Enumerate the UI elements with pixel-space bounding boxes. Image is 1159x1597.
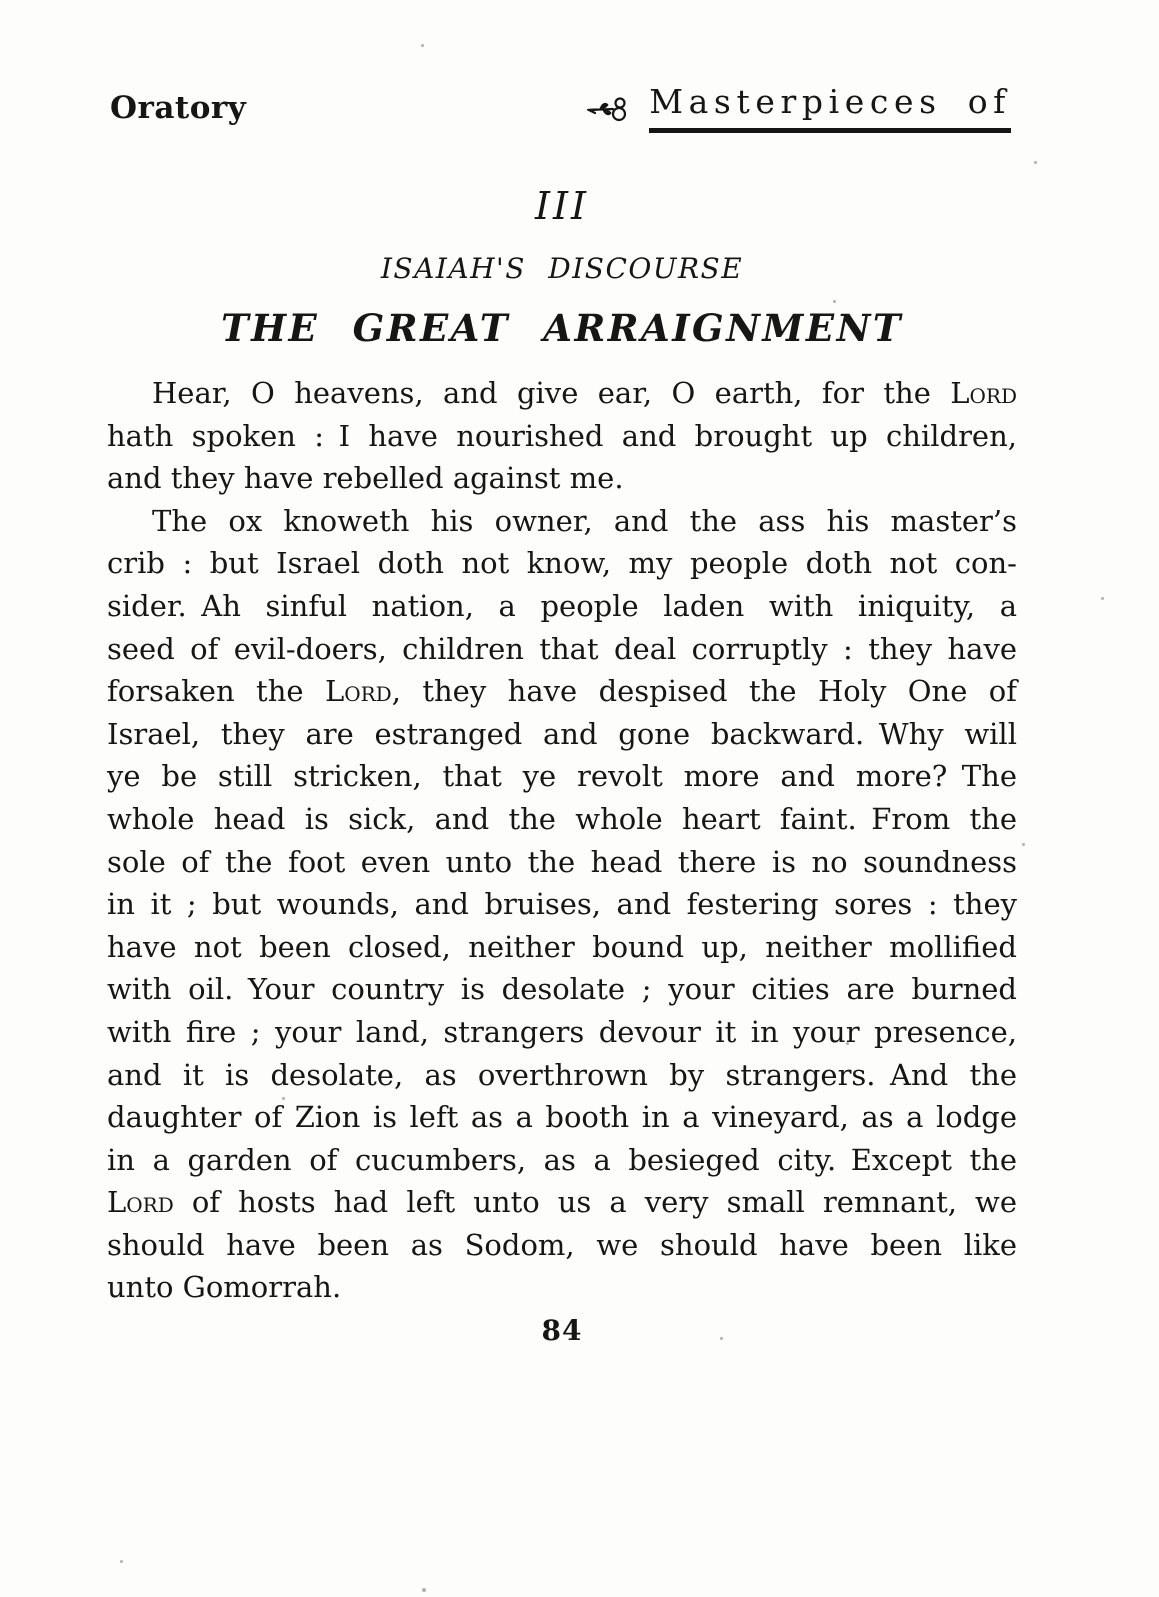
paragraph (107, 500, 1017, 1309)
section-subtitle: ISAIAH'S DISCOURSE (380, 252, 744, 285)
text-line: Hear, O heavens, and give ear, O earth, for the Lord (152, 376, 1017, 410)
scan-speckle (422, 1588, 426, 1592)
small-caps-lord: Lord (107, 1185, 174, 1220)
running-header-right (587, 82, 1011, 133)
running-header-left: Oratory (110, 90, 247, 126)
text-line: ye be still stricken, that ye revolt more and more? The (107, 759, 1017, 794)
small-caps-lord: Lord (324, 674, 392, 709)
text-line: and they have rebelled against me. (107, 461, 624, 496)
text-line: in it ; but wounds, and bruises, and festering sores : they (107, 887, 1017, 922)
text-line: in a garden of cucumbers, as a besieged city. Except the (107, 1142, 1017, 1177)
scan-speckle (846, 1042, 849, 1045)
text-line: unto Gomorrah. (107, 1270, 342, 1305)
scan-speckle (1034, 161, 1037, 164)
fleuron-arrow-icon (587, 94, 631, 128)
text-line: Lord of hosts had left unto us a very small remnant, we (107, 1185, 1017, 1220)
scan-speckle (1101, 597, 1104, 600)
text-line: and it is desolate, as overthrown by strangers. And the (107, 1057, 1017, 1092)
scan-speckle (120, 1560, 123, 1563)
scan-speckle (720, 1337, 723, 1340)
chapter-number: III (534, 184, 590, 228)
text-line: forsaken the Lord, they have despised the Holy One of (107, 674, 1017, 709)
text-line: seed of evil-doers, children that deal corruptly : they have (107, 631, 1017, 666)
text-line: Israel, they are estranged and gone backward. Why will (107, 716, 1017, 751)
scan-speckle (1022, 843, 1025, 846)
text-line: with oil. Your country is desolate ; your cities are burned (107, 972, 1017, 1007)
section-title: THE GREAT ARRAIGNMENT (221, 306, 903, 350)
page-number: 84 (541, 1314, 583, 1347)
scan-speckle (421, 44, 424, 47)
paragraph (107, 372, 1017, 500)
text-line: should have been as Sodom, we should have been like (107, 1227, 1017, 1262)
text-line: have not been closed, neither bound up, neither mollified (107, 929, 1017, 964)
text-line: hath spoken : I have nourished and brought up children, (107, 418, 1017, 453)
text-line: sole of the foot even unto the head there is no soundness (107, 844, 1017, 879)
running-header-title: Masterpieces of (649, 82, 1011, 133)
body-text (107, 372, 1017, 1309)
text-line: The ox knoweth his owner, and the ass his master’s (152, 503, 1017, 538)
text-line: sider. Ah sinful nation, a people laden with iniquity, a (107, 588, 1017, 623)
scan-speckle (282, 1097, 285, 1100)
text-line: whole head is sick, and the whole heart faint. From the (107, 801, 1017, 836)
small-caps-lord: Lord (950, 376, 1017, 410)
text-line: with fire ; your land, strangers devour it in your presence, (107, 1014, 1017, 1049)
scan-speckle (833, 300, 836, 303)
text-line: crib : but Israel doth not know, my people doth not con- (107, 546, 1017, 581)
text-line: daughter of Zion is left as a booth in a vineyard, as a lodge (107, 1100, 1017, 1135)
